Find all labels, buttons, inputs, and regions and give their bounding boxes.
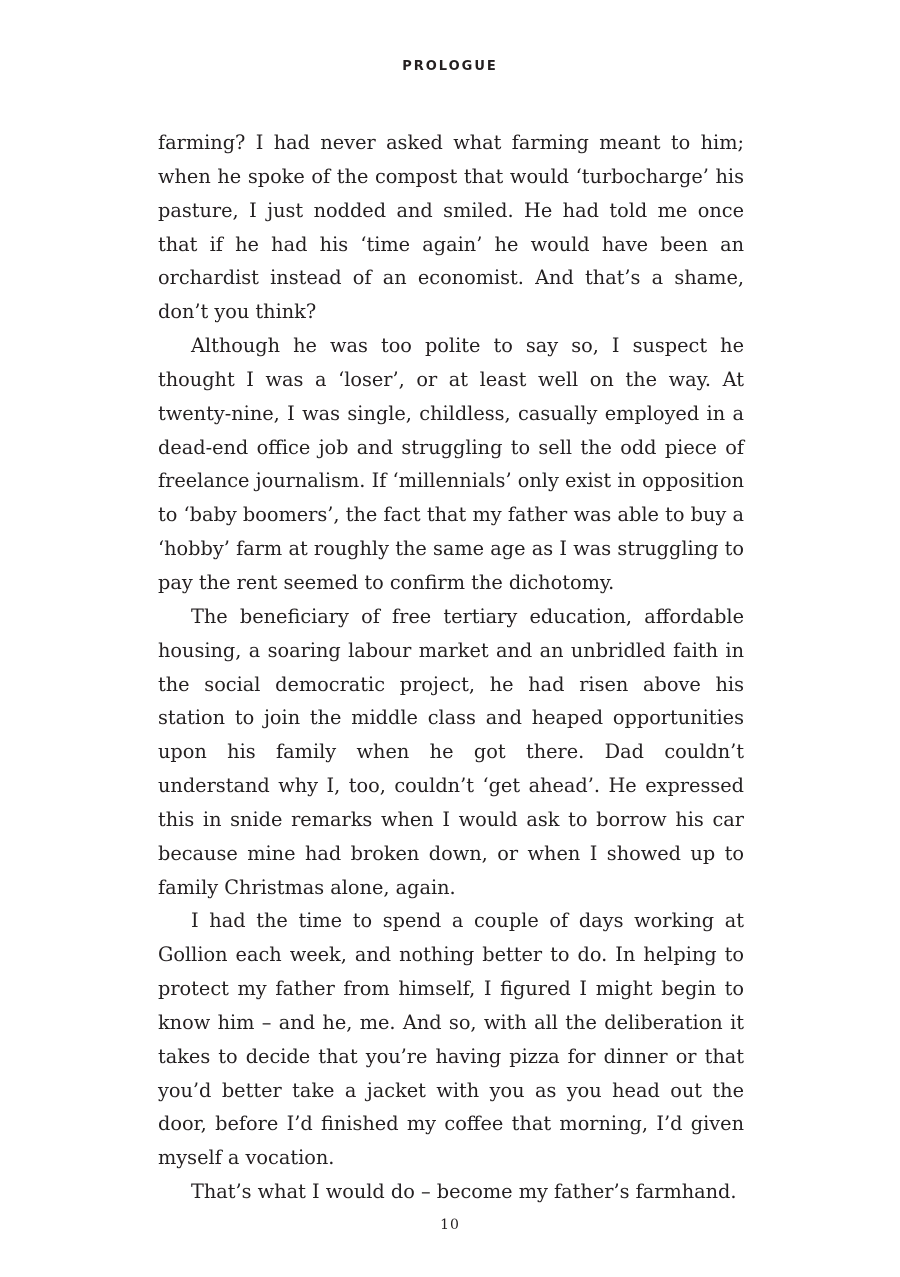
paragraph: That’s what I would do – become my father’s farmhand. <box>191 1180 737 1204</box>
paragraph: I had the time to spend a couple of days working at Gollion each week, and nothing better to do. In helping to protect my father from himself, I figured I might begin to know him – and he, me. And so, with all the deliberation it takes to decide that you’re having pizza for dinner or that you’d better take a jacket with you as you head out the door, before I’d finished my coffee that morning, I’d given myself a vocation. <box>158 909 744 1170</box>
page-number: 10 <box>440 1217 460 1233</box>
paragraph: Although he was too polite to say so, I suspect he thought I was a ‘loser’, or at least well on the way. At twenty-nine, I was single, childless, casually employed in a dead-end office job and struggling to sell the odd piece of freelance journalism. If ‘millennials’ only exist in opposition to ‘baby boomers’, the fact that my father was able to buy a ‘hobby’ farm at roughly the same age as I was struggling to pay the rent seemed to confirm the dichotomy. <box>158 334 744 594</box>
paragraph: The beneficiary of free tertiary education, affordable housing, a soaring labour market and an unbridled faith in the social democratic project, he had risen above his station to join the middle class and heaped opportunities upon his family when he got there. Dad couldn’t understand why I, too, couldn’t ‘get ahead’. He expressed this in snide remarks when I would ask to borrow his car because mine had broken down, or when I showed up to family Christmas alone, again. <box>158 604 744 899</box>
paragraph: farming? I had never asked what farming meant to him; when he spoke of the compost that would ‘turbocharge’ his pasture, I just nodded and smiled. He had told me once that if he had his ‘time again’ he would have been an orchardist instead of an economist. And that’s a shame, don’t you think? <box>158 131 744 324</box>
body-text <box>158 126 744 1209</box>
running-head: PROLOGUE <box>402 59 498 74</box>
